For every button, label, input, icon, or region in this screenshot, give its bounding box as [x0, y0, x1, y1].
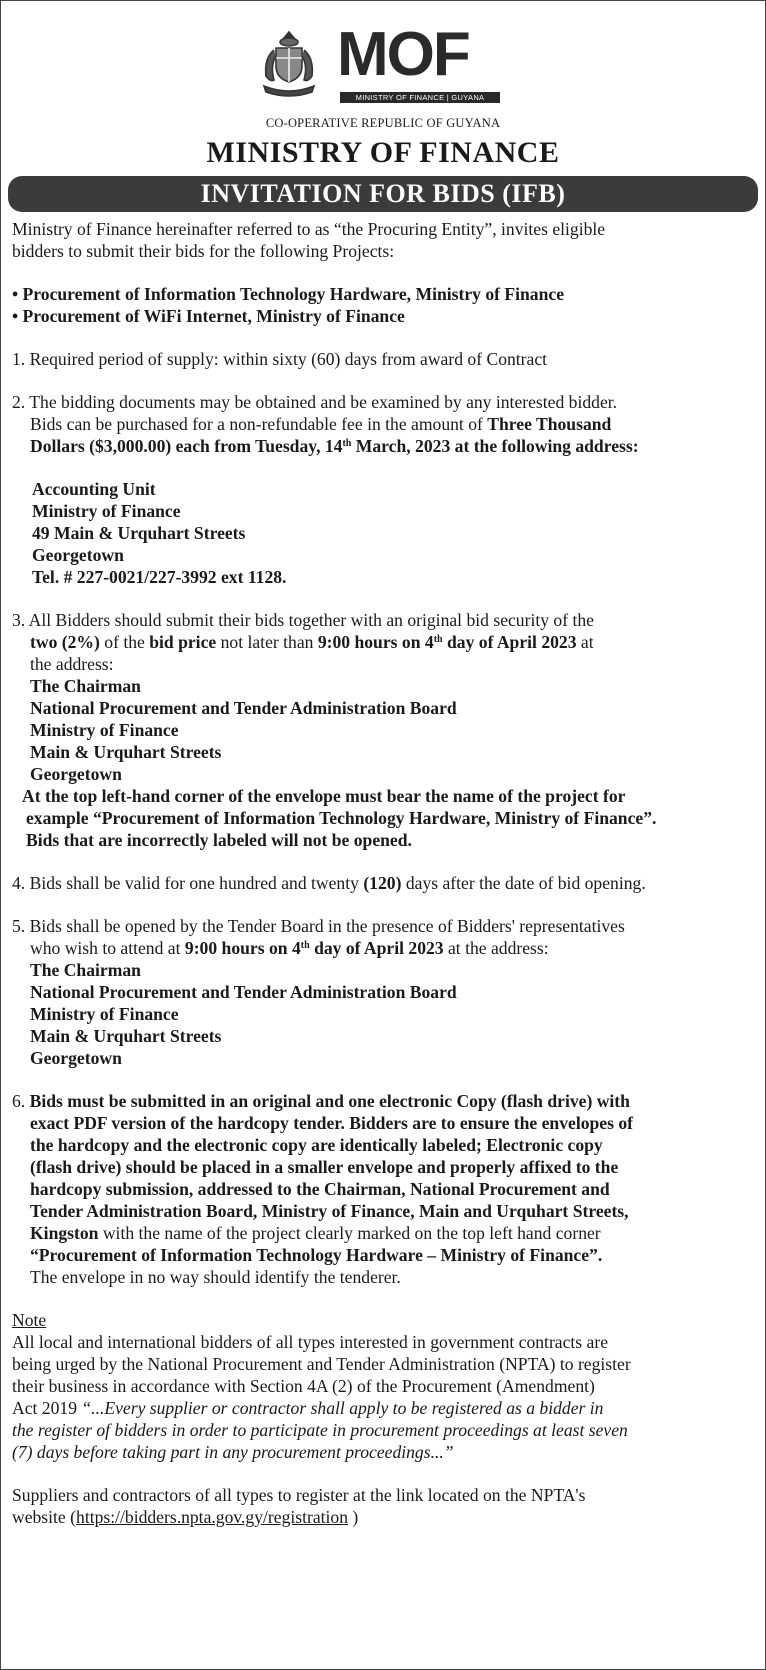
project-item: • Procurement of Information Technology Hardware, Ministry of Finance [12, 284, 565, 304]
mof-logo [337, 20, 507, 104]
note-line: Act 2019 “...Every supplier or contractor shall apply to be registered as a bidder in [12, 1398, 604, 1418]
note-line: All local and international bidders of all types interested in government contracts are [12, 1332, 609, 1352]
item-2-line: Bids can be purchased for a non-refundable fee in the amount of Three Thousand [30, 414, 612, 434]
note-line: (7) days before taking part in any procurement proceedings...” [12, 1442, 454, 1462]
opening-address: The Chairman National Procurement and Tender Administration Board Ministry of Finance Main & Urquhart Streets Georgetown [30, 960, 457, 1068]
note-title: Note [12, 1310, 47, 1330]
item-3-line: the address: [30, 654, 114, 674]
item-6-line: (flash drive) should be placed in a smaller envelope and properly affixed to the [30, 1157, 619, 1177]
item-5-line: who wish to attend at 9:00 hours on 4th day of April 2023 at the address: [30, 938, 549, 958]
item-5-line: 5. Bids shall be opened by the Tender Board in the presence of Bidders' representatives [12, 916, 625, 936]
envelope-note: At the top left-hand corner of the envelope must bear the name of the project for [22, 786, 626, 806]
intro-line: bidders to submit their bids for the following Projects: [12, 241, 395, 261]
ministry-title: MINISTRY OF FINANCE [206, 136, 560, 169]
item-6-line: exact PDF version of the hardcopy tender. Bidders are to ensure the envelopes of [30, 1113, 634, 1133]
chairman-address: The Chairman National Procurement and Tender Administration Board Ministry of Finance Main & Urquhart Streets Georgetown [30, 676, 457, 784]
mof-logo-text: MOF [337, 20, 469, 89]
item-3-line: two (2%) of the bid price not later than 9:00 hours on 4th day of April 2023 at [30, 632, 594, 652]
item-6-line: The envelope in no way should identify the tenderer. [30, 1267, 401, 1287]
item-6-line: Kingston with the name of the project clearly marked on the top left hand corner [30, 1223, 601, 1243]
note-line: being urged by the National Procurement and Tender Administration (NPTA) to register [12, 1354, 631, 1374]
envelope-note: example “Procurement of Information Technology Hardware, Ministry of Finance”. [26, 808, 657, 828]
accounting-address: Accounting Unit Ministry of Finance 49 Main & Urquhart Streets Georgetown Tel. # 227-0021/227-3992 ext 1128. [32, 479, 287, 587]
registration-link[interactable]: https://bidders.npta.gov.gy/registration [76, 1507, 349, 1527]
note-line: the register of bidders in order to participate in procurement proceedings at least seven [12, 1420, 628, 1440]
item-6-line: the hardcopy and the electronic copy are identically labeled; Electronic copy [30, 1135, 603, 1155]
republic-line: CO-OPERATIVE REPUBLIC OF GUYANA [265, 116, 501, 130]
item-4: 4. Bids shall be valid for one hundred and twenty (120) days after the date of bid opening. [12, 873, 646, 893]
mof-logo-strip: MINISTRY OF FINANCE | GUYANA [340, 92, 500, 103]
item-6-line: 6. Bids must be submitted in an original and one electronic Copy (flash drive) with [12, 1091, 630, 1111]
coat-of-arms-icon [254, 28, 324, 98]
item-6-line: “Procurement of Information Technology Hardware – Ministry of Finance”. [30, 1245, 603, 1265]
item-2-line: Dollars ($3,000.00) each from Tuesday, 14th March, 2023 at the following address: [30, 436, 639, 456]
ifb-banner: INVITATION FOR BIDS (IFB) [8, 176, 758, 212]
ifb-body [12, 218, 756, 1528]
item-6-line: Tender Administration Board, Ministry of Finance, Main and Urquhart Streets, [30, 1201, 629, 1221]
footer-line: Suppliers and contractors of all types to register at the link located on the NPTA's [12, 1485, 586, 1505]
item-3-line: 3. All Bidders should submit their bids together with an original bid security of the [12, 610, 594, 630]
item-6-line: hardcopy submission, addressed to the Chairman, National Procurement and [30, 1179, 610, 1199]
project-item: • Procurement of WiFi Internet, Ministry of Finance [12, 306, 405, 326]
item-2-line: 2. The bidding documents may be obtained and be examined by any interested bidder. [12, 392, 618, 412]
note-line: their business in accordance with Section 4A (2) of the Procurement (Amendment) [12, 1376, 595, 1396]
item-1: 1. Required period of supply: within sixty (60) days from award of Contract [12, 349, 548, 369]
footer-line: website (https://bidders.npta.gov.gy/registration ) [12, 1507, 359, 1527]
envelope-note: Bids that are incorrectly labeled will not be opened. [26, 830, 412, 850]
header [0, 8, 766, 169]
intro-line: Ministry of Finance hereinafter referred to as “the Procuring Entity”, invites eligible [12, 219, 606, 239]
